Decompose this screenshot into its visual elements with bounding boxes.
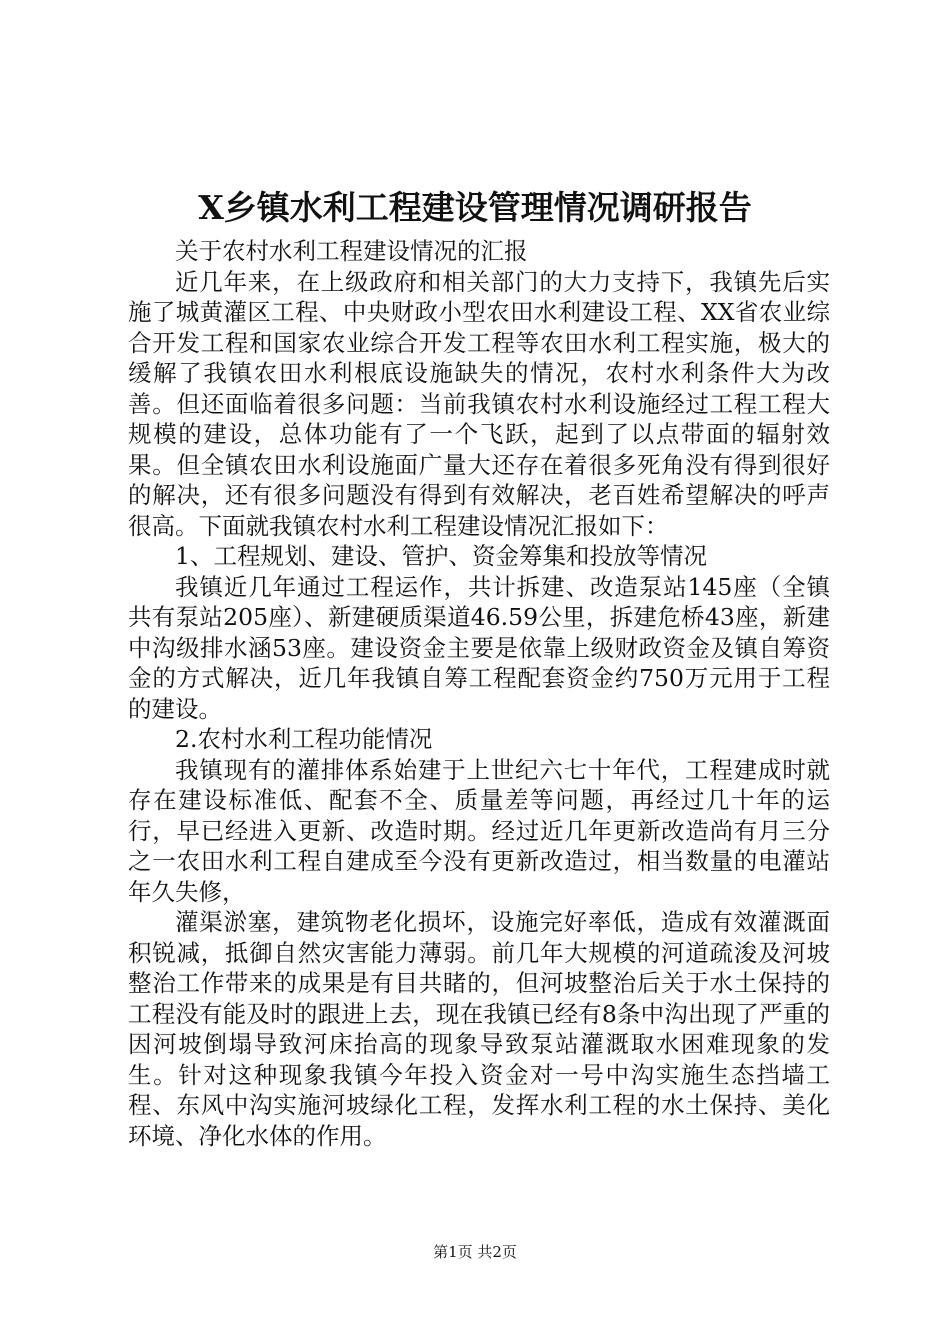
document-body — [128, 236, 830, 1151]
page-number-footer: 第1页 共2页 — [433, 1243, 517, 1261]
paragraph-section-1: 我镇近几年通过工程运作，共计拆建、改造泵站145座（全镇共有泵站205座）、新建硬质渠道46.59公里，拆建危桥43座，新建中沟级排水涵53座。建设资金主要是依靠上级财政资金及镇自筹资金的方式解决，近几年我镇自筹工程配套资金约750万元用于工程的建设。 — [128, 572, 830, 723]
document-title: X乡镇水利工程建设管理情况调研报告 — [198, 188, 752, 227]
paragraph-intro: 近几年来，在上级政府和相关部门的大力支持下，我镇先后实施了城黄灌区工程、中央财政小型农田水利建设工程、XX省农业综合开发工程和国家农业综合开发工程等农田水利工程实施，极大的缓解了我镇农田水利根底设施缺失的情况，农村水利条件大为改善。但还面临着很多问题：当前我镇农村水利设施经过工程工程大规模的建设，总体功能有了一个飞跃，起到了以点带面的辐射效果。但全镇农田水利设施面广量大还存在着很多死角没有得到很好的解决，还有很多问题没有得到有效解决，老百姓希望解决的呼声很高。下面就我镇农村水利工程建设情况汇报如下： — [128, 267, 830, 540]
paragraph-section-2a: 我镇现有的灌排体系始建于上世纪六七十年代，工程建成时就存在建设标准低、配套不全、质量差等问题，再经过几十年的运行，早已经进入更新、改造时期。经过近几年更新改造尚有月三分之一农田水利工程自建成至今没有更新改造过，相当数量的电灌站年久失修， — [128, 755, 830, 906]
paragraph-section-2b: 灌渠淤塞，建筑物老化损坏，设施完好率低，造成有效灌溉面积锐减，抵御自然灾害能力薄弱。前几年大规模的河道疏浚及河坡整治工作带来的成果是有目共睹的，但河坡整治后关于水土保持的工程没有能及时的跟进上去，现在我镇已经有8条中沟出现了严重的因河坡倒塌导致河床抬高的现象导致泵站灌溉取水困难现象的发生。针对这种现象我镇今年投入资金对一号中沟实施生态挡墙工程、东风中沟实施河坡绿化工程，发挥水利工程的水土保持、美化环境、净化水体的作用。 — [128, 908, 830, 1150]
section-heading-2: 2.农村水利工程功能情况 — [175, 725, 433, 753]
paragraph-subtitle: 关于农村水利工程建设情况的汇报 — [175, 237, 528, 265]
section-heading-1: 1、工程规划、建设、管护、资金筹集和投放等情况 — [175, 542, 707, 570]
